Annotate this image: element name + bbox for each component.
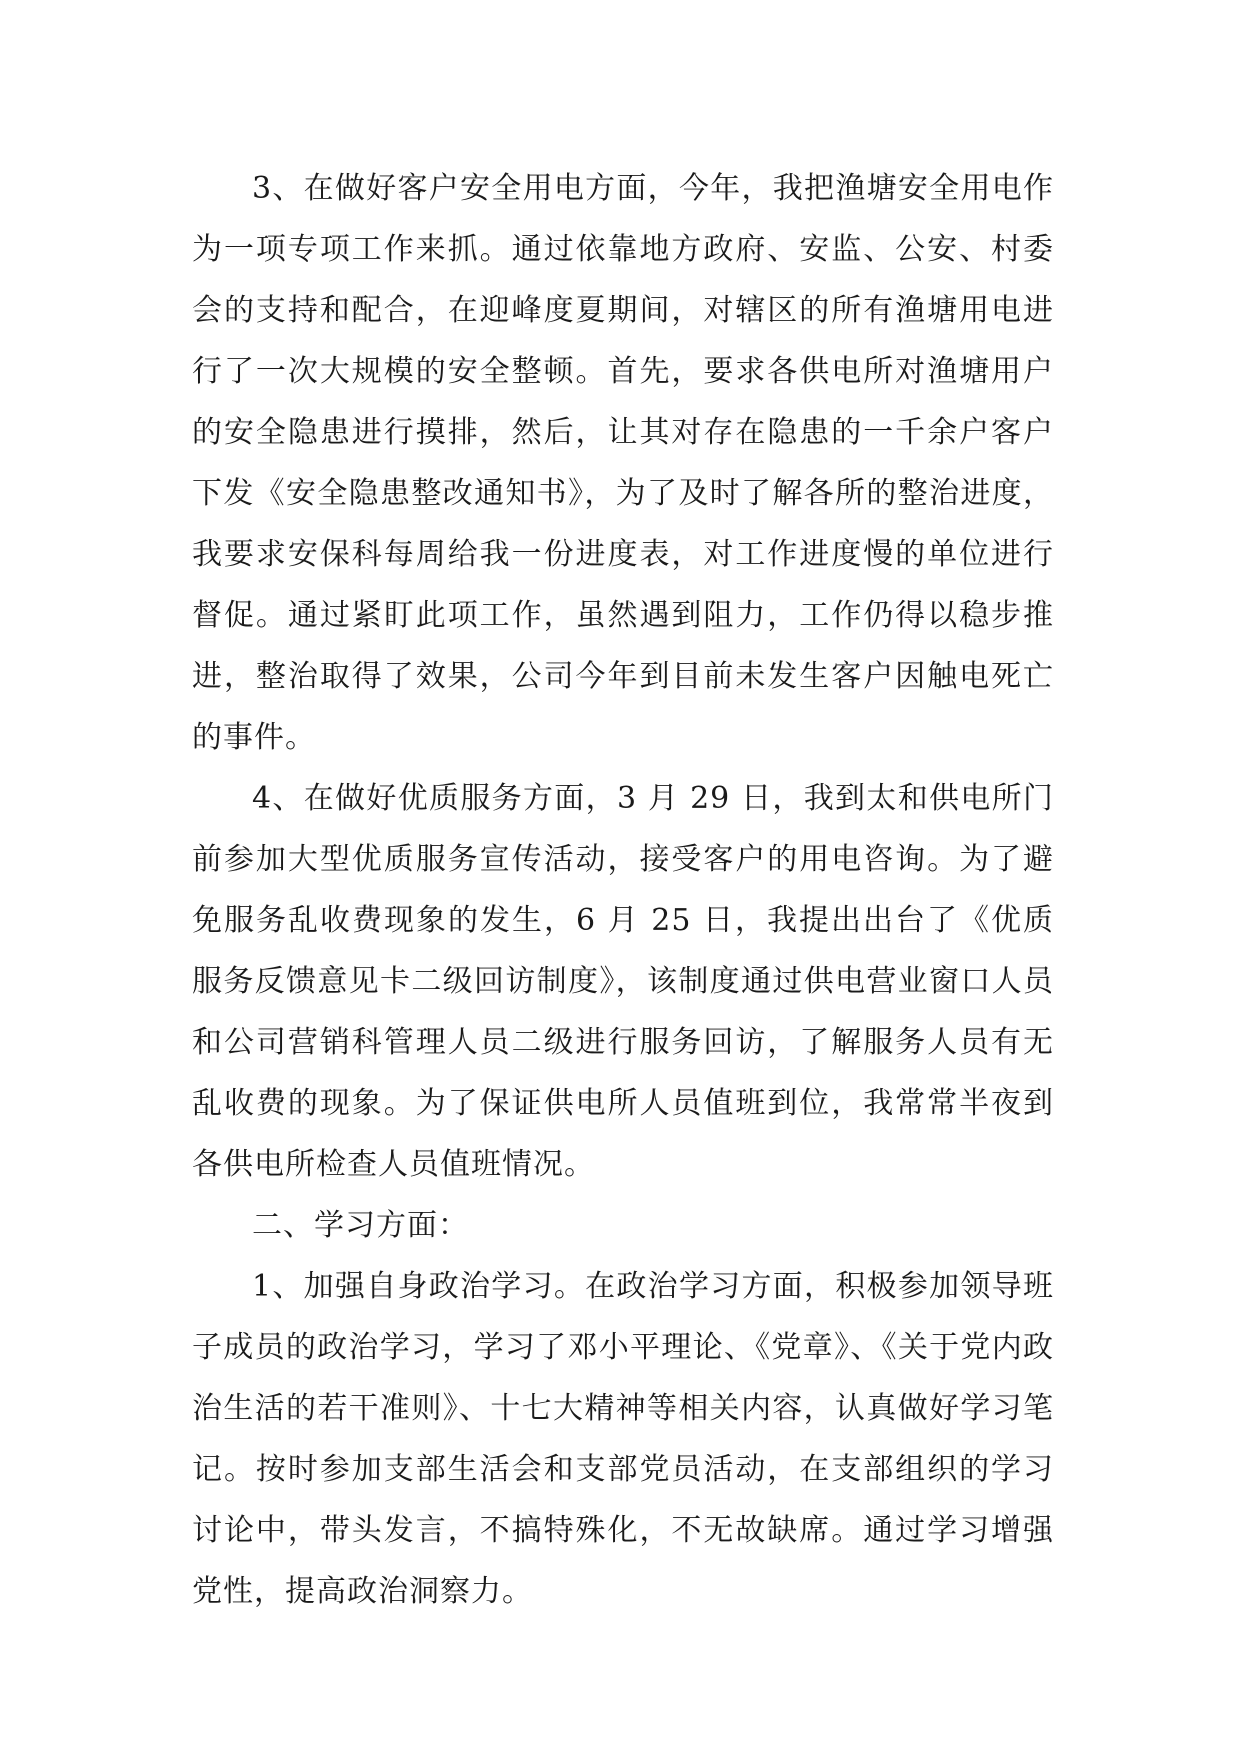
document-body	[192, 158, 1054, 1622]
section-heading-study: 二、学习方面：	[252, 1208, 469, 1243]
paragraph-political-study: 1、加强自身政治学习。在政治学习方面，积极参加领导班子成员的政治学习，学习了邓小平理论、《党章》、《关于党内政治生活的若干准则》、十七大精神等相关内容，认真做好学习笔记。按时参加支部生活会和支部党员活动，在支部组织的学习讨论中，带头发言，不搞特殊化，不无故缺席。通过学习增强党性，提高政治洞察力。	[192, 1269, 1054, 1609]
paragraph-quality-service: 4、在做好优质服务方面，3 月 29 日，我到太和供电所门前参加大型优质服务宣传活动，接受客户的用电咨询。为了避免服务乱收费现象的发生，6 月 25 日，我提出出台了《优质服务反馈意见卡二级回访制度》，该制度通过供电营业窗口人员和公司营销科管理人员二级进行服务回访，了解服务人员有无乱收费的现象。为了保证供电所人员值班到位，我常常半夜到各供电所检查人员值班情况。	[192, 781, 1054, 1182]
paragraph-customer-safety: 3、在做好客户安全用电方面，今年，我把渔塘安全用电作为一项专项工作来抓。通过依靠地方政府、安监、公安、村委会的支持和配合，在迎峰度夏期间，对辖区的所有渔塘用电进行了一次大规模的安全整顿。首先，要求各供电所对渔塘用户的安全隐患进行摸排，然后，让其对存在隐患的一千余户客户下发《安全隐患整改通知书》，为了及时了解各所的整治进度，我要求安保科每周给我一份进度表，对工作进度慢的单位进行督促。通过紧盯此项工作，虽然遇到阻力，工作仍得以稳步推进，整治取得了效果，公司今年到目前未发生客户因触电死亡的事件。	[192, 171, 1054, 755]
